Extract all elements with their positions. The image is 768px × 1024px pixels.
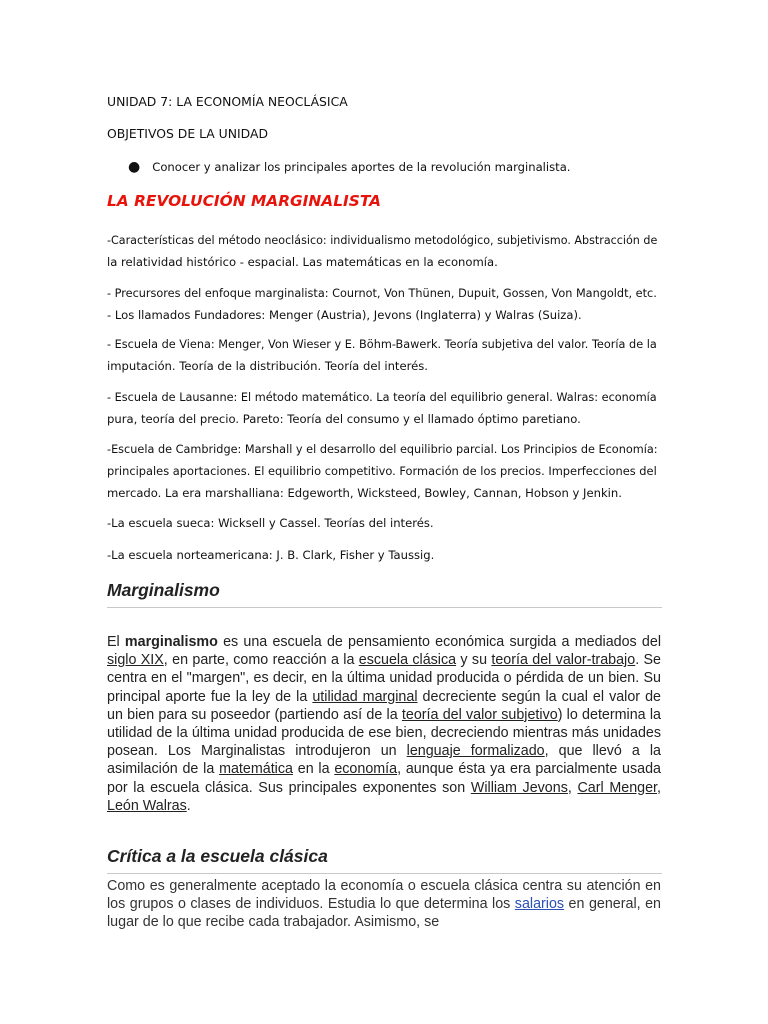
paragraph-lausanne — [107, 386, 687, 430]
paragraph-line: - Escuela de Lausanne: El método matemático. La teoría del equilibrio general. Walras: economía — [107, 390, 657, 404]
bullet-icon: ● — [128, 159, 141, 175]
paragraph-norteamericana — [107, 544, 687, 566]
paragraph-line: pura, teoría del precio. Pareto: Teoría del consumo y el llamado óptimo paretiano. — [107, 412, 581, 426]
link-escuela-clasica[interactable]: escuela clásica — [358, 652, 457, 669]
paragraph-line: imputación. Teoría de la distribución. Teoría del interés. — [107, 359, 428, 373]
text-run: ) lo determina la utilidad de la última unidad producida de ese bien, decreciendo mientras más unidades posean. Los Marginalistas introdujeron un — [107, 706, 661, 760]
link-teoria-valor-trabajo[interactable]: teoría del valor-trabajo — [491, 652, 636, 669]
paragraph-line: -La escuela sueca: Wicksell y Cassel. Teorías del interés. — [107, 516, 434, 530]
link-teoria-valor-subjetivo[interactable]: teoría del valor subjetivo — [401, 706, 558, 723]
text-run: , en parte, como reacción a la — [163, 652, 359, 669]
paragraph-cambridge — [107, 438, 687, 504]
marginalismo-paragraph — [107, 633, 661, 815]
paragraph-line: principales aportaciones. El equilibrio competitivo. Formación de los precios. Imperfecciones del — [107, 464, 657, 478]
text-run: . Se centra en el "margen", es decir, en la última unidad producida o pérdida de un bien. Su principal aporte fue la ley de la — [107, 652, 661, 705]
paragraph-sueca — [107, 512, 687, 534]
paragraph-caracteristicas — [107, 229, 687, 273]
text-run: , — [567, 779, 578, 796]
paragraph-line: mercado. La era marshalliana: Edgeworth, Wicksteed, Bowley, Cannan, Hobson y Jenkin. — [107, 486, 622, 500]
link-siglo-xix[interactable]: siglo XIX — [107, 652, 164, 669]
text-run: en la — [292, 761, 335, 778]
link-carl-menger[interactable]: Carl Menger — [577, 779, 658, 796]
link-utilidad-marginal[interactable]: utilidad marginal — [312, 688, 418, 705]
section-heading: LA REVOLUCIÓN MARGINALISTA — [107, 192, 382, 210]
unit-title: UNIDAD 7: LA ECONOMÍA NEOCLÁSICA — [107, 94, 348, 109]
link-economia[interactable]: economía — [334, 761, 398, 778]
paragraph-line: la relatividad histórico - espacial. Las matemáticas en la economía. — [107, 255, 498, 269]
link-lenguaje-formalizado[interactable]: lenguaje formalizado — [406, 743, 545, 760]
link-matematica[interactable]: matemática — [219, 761, 293, 778]
bullet-text: Conocer y analizar los principales aportes de la revolución marginalista. — [152, 160, 571, 174]
link-leon-walras[interactable]: León Walras — [107, 797, 187, 814]
text-run: , — [657, 779, 662, 796]
paragraph-line: - Escuela de Viena: Menger, Von Wieser y E. Böhm-Bawerk. Teoría subjetiva del valor. Teoría de la — [107, 337, 657, 351]
objective-bullet — [128, 160, 571, 174]
critica-paragraph — [107, 877, 661, 932]
bold-term: marginalismo — [124, 634, 218, 650]
text-run: , aunque ésta ya era parcialmente usada por la escuela clásica. Sus principales exponentes son — [107, 761, 661, 796]
text-run: es una escuela de pensamiento económica surgida a mediados del — [217, 634, 661, 650]
text-run: Como es generalmente aceptado la economía o escuela clásica centra su atención en los grupos o clases de individuos. Estudia lo que determina los — [107, 878, 661, 913]
text-run: en general, en lugar de lo que recibe cada trabajador. Asimismo, se — [107, 896, 661, 931]
link-salarios[interactable]: salarios — [514, 896, 565, 913]
link-william-jevons[interactable]: William Jevons — [470, 779, 568, 796]
text-run: y su — [456, 652, 492, 669]
paragraph-line: - Los llamados Fundadores: Menger (Austria), Jevons (Inglaterra) y Walras (Suiza). — [107, 308, 582, 322]
paragraph-line: -Escuela de Cambridge: Marshall y el desarrollo del equilibrio parcial. Los Principios de Economía: — [107, 442, 658, 456]
text-run: decreciente según la cual el valor de un bien para su poseedor (partiendo así de la — [107, 688, 661, 723]
paragraph-line: -Características del método neoclásico: individualismo metodológico, subjetivismo. Abstracción de — [107, 233, 658, 247]
heading-critica: Crítica a la escuela clásica — [107, 846, 662, 874]
paragraph-precursores — [107, 282, 687, 326]
paragraph-line: -La escuela norteamericana: J. B. Clark, Fisher y Taussig. — [107, 548, 435, 562]
paragraph-line: - Precursores del enfoque marginalista: Cournot, Von Thünen, Dupuit, Gossen, Von Mangoldt, etc. — [107, 286, 657, 300]
text-run: , que llevó a la asimilación de la — [107, 743, 661, 778]
text-run: . — [186, 797, 191, 814]
text-run: El — [107, 634, 125, 650]
heading-marginalismo: Marginalismo — [107, 580, 662, 608]
objectives-heading: OBJETIVOS DE LA UNIDAD — [107, 126, 269, 141]
paragraph-viena — [107, 333, 687, 377]
